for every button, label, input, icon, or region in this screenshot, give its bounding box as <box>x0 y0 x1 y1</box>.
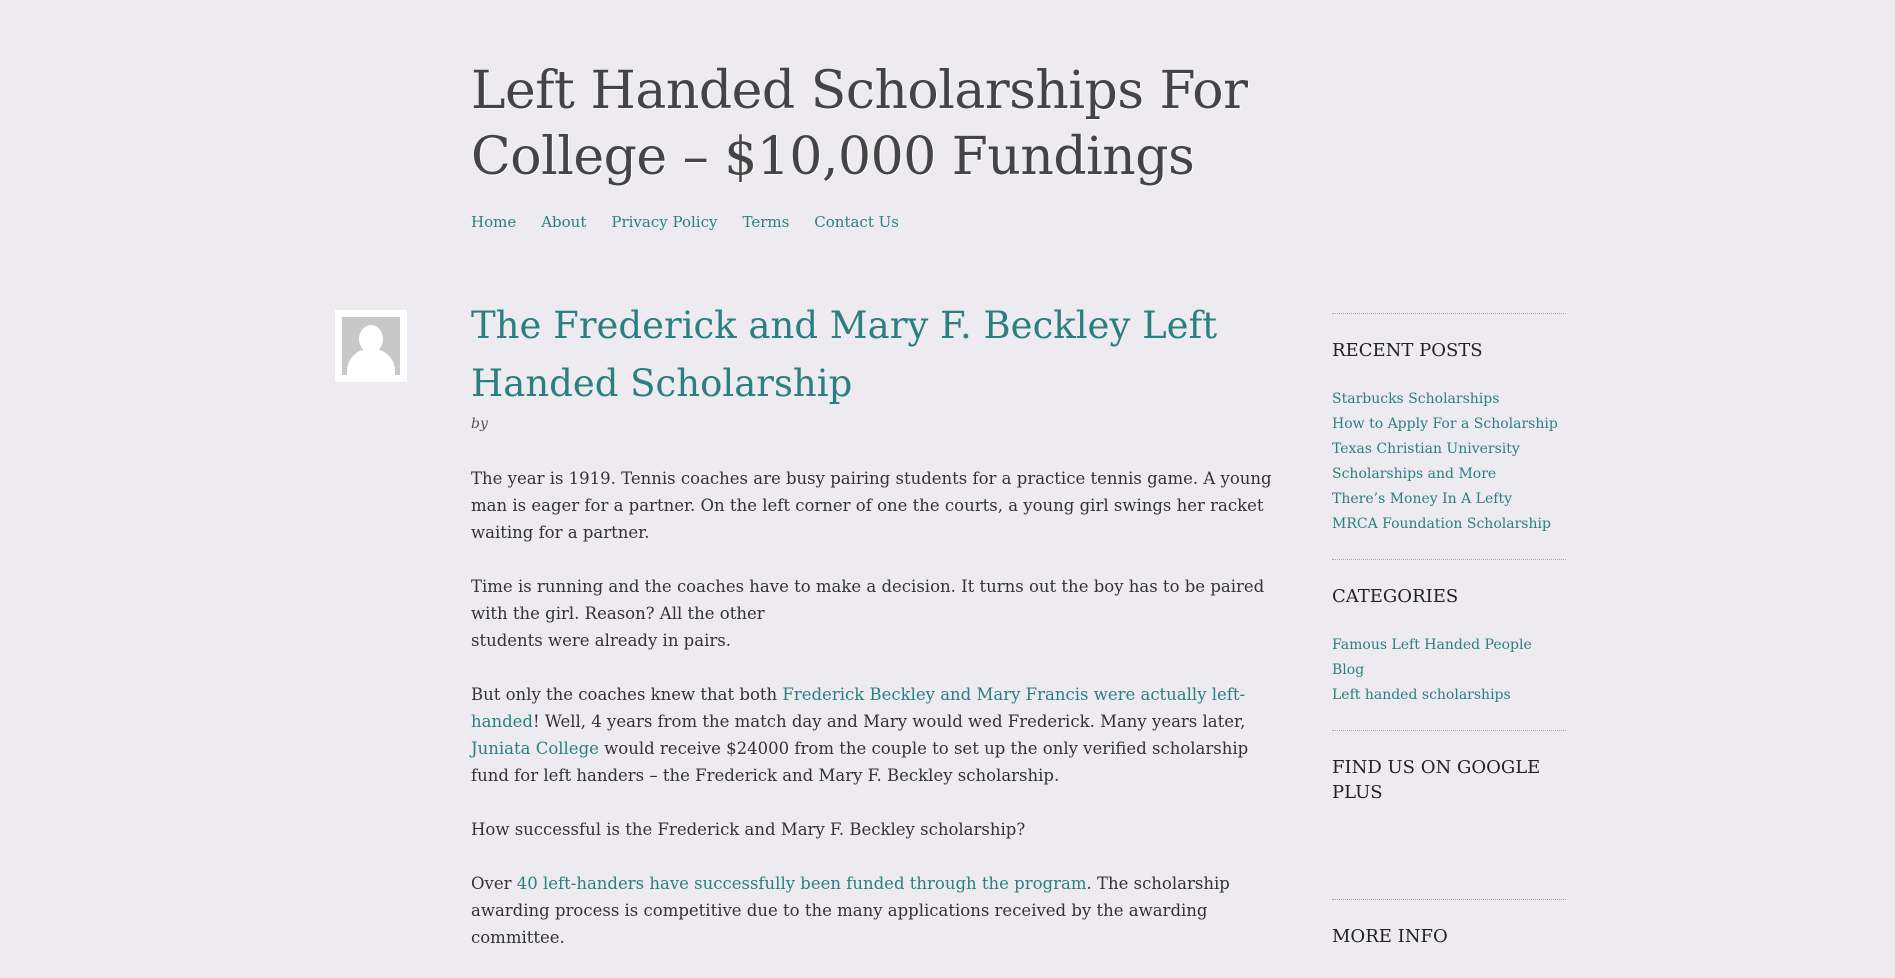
widget-title: CATEGORIES <box>1332 586 1459 607</box>
text: But only the coaches knew that both <box>471 685 783 704</box>
categories-widget <box>1332 559 1566 708</box>
funded-program-link[interactable]: 40 left-handers have successfully been funded through the program <box>516 874 1087 893</box>
text: students were already in pairs. <box>471 631 731 650</box>
post-title[interactable]: The Frederick and Mary F. Beckley Left Handed Scholarship <box>471 304 1218 405</box>
paragraph <box>471 681 1286 789</box>
author-avatar-icon <box>335 310 407 382</box>
text: Time is running and the coaches have to make a decision. It turns out the boy has to be paired with the girl. Reason? All the other <box>471 577 1265 623</box>
recent-post-link[interactable]: There’s Money In A Lefty <box>1332 491 1512 507</box>
text: . The scholarship awarding process is competitive due to the many applications received by the awarding committee. <box>471 874 1230 947</box>
sidebar <box>1332 313 1566 973</box>
widget-title: FIND US ON GOOGLE PLUS <box>1332 757 1541 803</box>
nav-privacy-policy[interactable]: Privacy Policy <box>611 213 718 231</box>
paragraph: The year is 1919. Tennis coaches are busy pairing students for a practice tennis game. A young man is eager for a partner. On the left corner of one the courts, a young girl swings her racket waiting for a partner. <box>471 469 1272 542</box>
more-info-widget <box>1332 899 1566 949</box>
category-link[interactable]: Blog <box>1332 662 1365 678</box>
category-link[interactable]: Famous Left Handed People <box>1332 637 1532 653</box>
nav-home[interactable]: Home <box>471 213 517 231</box>
nav-contact-us[interactable]: Contact Us <box>814 213 899 231</box>
text: ! Well, 4 years from the match day and Mary would wed Frederick. Many years later, <box>532 712 1246 731</box>
main-nav <box>471 213 899 231</box>
recent-post-link[interactable]: Texas Christian University Scholarships and More <box>1332 441 1520 482</box>
nav-terms[interactable]: Terms <box>742 213 790 231</box>
post-content <box>471 465 1286 978</box>
widget-title: MORE INFO <box>1332 926 1448 947</box>
post-byline: by <box>471 416 488 432</box>
site-title[interactable]: Left Handed Scholarships For College – $10,000 Fundings <box>471 61 1248 187</box>
google-plus-widget <box>1332 730 1566 877</box>
recent-post-link[interactable]: How to Apply For a Scholarship <box>1332 416 1558 432</box>
paragraph: How successful is the Frederick and Mary F. Beckley scholarship? <box>471 820 1026 839</box>
juniata-college-link[interactable]: Juniata College <box>471 739 599 758</box>
text: would receive $24000 from the couple to set up the only verified scholarship fund for left handers – the Frederick and Mary F. Beckley scholarship. <box>471 739 1249 785</box>
recent-post-link[interactable]: MRCA Foundation Scholarship <box>1332 516 1551 532</box>
left-handed-link[interactable]: Frederick Beckley and Mary Francis were actually left-handed <box>471 685 1246 731</box>
category-link[interactable]: Left handed scholarships <box>1332 687 1511 703</box>
paragraph <box>471 573 1286 654</box>
widget-title: RECENT POSTS <box>1332 340 1483 361</box>
recent-posts-widget <box>1332 313 1566 537</box>
paragraph <box>471 870 1286 951</box>
recent-post-link[interactable]: Starbucks Scholarships <box>1332 391 1500 407</box>
text: Over <box>471 874 517 893</box>
nav-about[interactable]: About <box>541 213 587 231</box>
